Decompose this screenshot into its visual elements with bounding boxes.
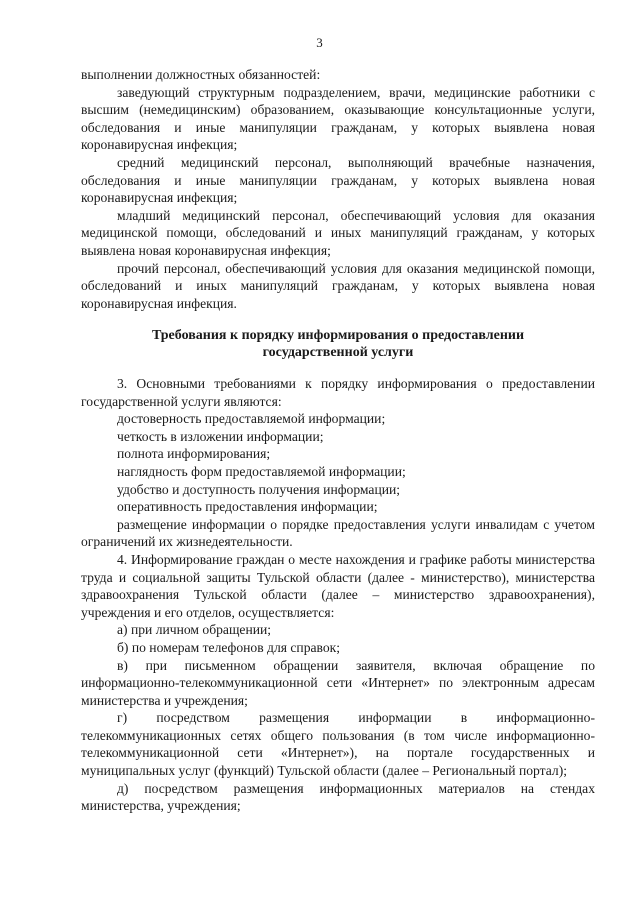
list-item: оперативность предоставления информации; [117, 499, 378, 515]
list-item: в) при письменном обращении заявителя, включая обращение по информационно-телекоммуникационной сети «Интернет» по электронным адресам министерства и учреждения; [81, 657, 595, 708]
list-item: размещение информации о порядке предоставления услуги инвалидам с учетом ограничений их жизнедеятельности. [81, 516, 595, 550]
list-item: четкость в изложении информации; [117, 428, 324, 444]
paragraph: 3. Основными требованиями к порядку информирования о предоставлении государственной услуги являются: [81, 376, 595, 409]
page-number: 3 [316, 35, 323, 50]
paragraph: 4. Информирование граждан о месте нахождения и графике работы министерства труда и социальной защиты Тульской области (далее - министерство), министерства здравоохранения Тульской области (далее – министерство здравоохранения), учреждения и его отделов, осуществляется: [81, 551, 595, 620]
paragraph: младший медицинский персонал, обеспечивающий условия для оказания медицинской помощи, обследований и иных манипуляций гражданам, у которых выявлена новая коронавирусная инфекция; [81, 207, 595, 258]
list-item: полнота информирования; [117, 446, 271, 462]
list-item: наглядность форм предоставляемой информации; [117, 463, 406, 479]
list-item: удобство и доступность получения информации; [117, 481, 401, 497]
paragraph: прочий персонал, обеспечивающий условия для оказания медицинской помощи, обследований и иных манипуляций гражданам, у которых выявлена новая коронавирусная инфекция. [81, 260, 595, 311]
list-item: б) по номерам телефонов для справок; [117, 639, 341, 655]
list-item: г) посредством размещения информации в информационно-телекоммуникационных сетях общего пользования (в том числе информационно-телекоммуникационной сети «Интернет»), на портале государственных и муниципальных услуг (функций) Тульской области (далее – Региональный портал); [81, 710, 595, 779]
paragraph: выполнении должностных обязанностей: [81, 67, 321, 82]
section-heading [81, 327, 595, 361]
heading-line-2: государственной услуги [262, 345, 414, 360]
section-informing-requirements [81, 375, 595, 815]
section-staff-list [81, 66, 595, 312]
paragraph: заведующий структурным подразделением, врачи, медицинские работники с высшим (немедицинским) образованием, оказывающие консультационные услуги, обследования и иные манипуляции гражданам, у которых выявлена новая коронавирусная инфекция; [81, 84, 595, 153]
paragraph: средний медицинский персонал, выполняющий врачебные назначения, обследования и иные манипуляции гражданам, у которых выявлена новая коронавирусная инфекция; [81, 154, 595, 206]
list-item: достоверность предоставляемой информации; [117, 411, 386, 427]
heading-line-1: Требования к порядку информирования о предоставлении [151, 328, 525, 343]
list-item: д) посредством размещения информационных материалов на стендах министерства, учреждения; [81, 780, 595, 814]
list-item: а) при личном обращении; [117, 622, 272, 638]
